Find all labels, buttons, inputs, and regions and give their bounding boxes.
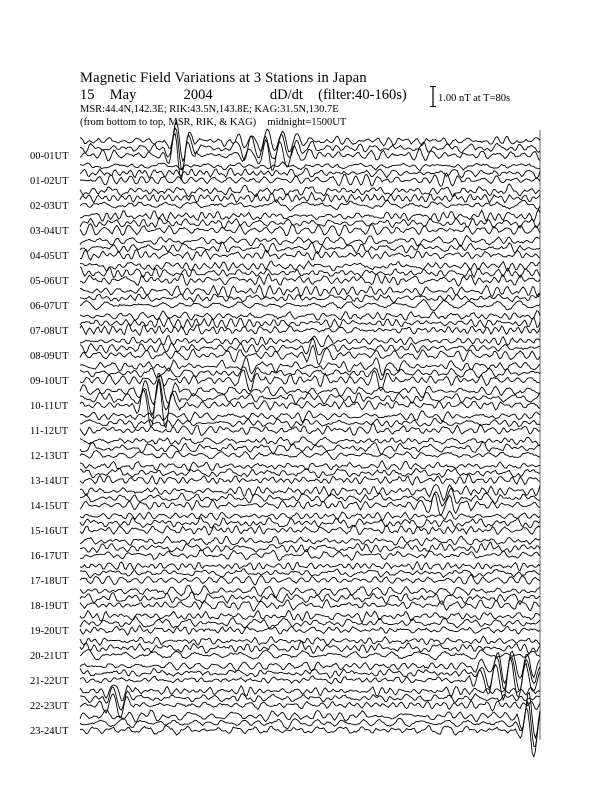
hour-label: 07-08UT: [30, 326, 69, 337]
order-note: (from bottom to top, MSR, RIK, & KAG): [80, 117, 257, 128]
scale-label: 1.00 nT at T=80s: [438, 93, 511, 104]
trace-kag: [80, 357, 540, 375]
trace-msr: [80, 659, 540, 700]
filter-label: (filter:40-160s): [318, 87, 407, 103]
trace-msr: [80, 423, 540, 435]
trace-msr: [80, 574, 540, 585]
stations-line: MSR:44.4N,142.3E; RIK:43.5N,143.8E; KAG:31.5N,130.7E: [80, 104, 339, 115]
trace-rik: [80, 218, 540, 229]
midnight-note: midnight=1500UT: [267, 117, 347, 128]
trace-rik: [80, 294, 540, 303]
hour-label: 08-09UT: [30, 351, 69, 362]
trace-rik: [80, 128, 540, 170]
hour-label: 03-04UT: [30, 226, 69, 237]
hour-label: 06-07UT: [30, 301, 69, 312]
hour-label: 17-18UT: [30, 576, 69, 587]
trace-msr: [80, 200, 540, 211]
trace-rik: [80, 488, 540, 506]
hour-label: 09-10UT: [30, 376, 69, 387]
hour-label: 10-11UT: [30, 401, 69, 412]
trace-rik: [80, 569, 540, 578]
traces: [80, 121, 540, 757]
trace-rik: [80, 468, 540, 477]
trace-msr: [80, 525, 540, 535]
trace-rik: [80, 442, 540, 454]
trace-kag: [80, 536, 540, 546]
trace-kag: [80, 285, 540, 297]
trace-rik: [80, 702, 540, 747]
trace-rik: [80, 168, 540, 178]
hour-label: 13-14UT: [30, 476, 69, 487]
hour-label: 16-17UT: [30, 551, 69, 562]
quantity-label: dD/dt: [269, 87, 303, 103]
hour-label: 05-06UT: [30, 276, 69, 287]
date-month: May: [109, 87, 137, 103]
trace-kag: [80, 636, 540, 645]
trace-rik: [80, 418, 540, 428]
hour-label: 11-12UT: [30, 426, 69, 437]
hour-label: 20-21UT: [30, 651, 69, 662]
hour-label: 01-02UT: [30, 176, 69, 187]
trace-msr: [80, 249, 540, 260]
date-day: 15: [80, 87, 95, 103]
trace-kag: [80, 210, 540, 222]
trace-msr: [80, 451, 540, 460]
trace-kag: [80, 585, 540, 597]
hour-label: 21-22UT: [30, 676, 69, 687]
trace-kag: [80, 562, 540, 571]
hour-labels: [30, 151, 69, 737]
trace-msr: [80, 549, 540, 560]
hour-label: 14-15UT: [30, 501, 69, 512]
trace-kag: [80, 461, 540, 471]
trace-kag: [80, 610, 540, 622]
trace-kag: [80, 261, 540, 271]
trace-msr: [80, 299, 540, 310]
trace-rik: [80, 641, 540, 654]
trace-msr: [80, 274, 540, 286]
trace-rik: [80, 380, 540, 415]
trace-msr: [80, 600, 540, 612]
hour-label: 22-23UT: [30, 701, 69, 712]
hour-label: 02-03UT: [30, 201, 69, 212]
hour-label: 00-01UT: [30, 151, 69, 162]
date-year: 2004: [183, 87, 213, 103]
trace-msr: [80, 475, 540, 485]
trace-kag: [80, 162, 540, 171]
trace-kag: [80, 693, 540, 738]
hour-label: 18-19UT: [30, 601, 69, 612]
hour-label: 23-24UT: [30, 726, 69, 737]
trace-msr: [80, 650, 540, 660]
trace-rik: [80, 242, 540, 254]
hour-label: 12-13UT: [30, 451, 69, 462]
trace-rik: [80, 542, 540, 552]
trace-kag: [80, 511, 540, 521]
trace-rik: [80, 592, 540, 605]
trace-rik: [80, 657, 540, 691]
hour-label: 04-05UT: [30, 251, 69, 262]
hour-label: 19-20UT: [30, 626, 69, 637]
hour-label: 15-16UT: [30, 526, 69, 537]
trace-msr: [80, 370, 540, 391]
trace-msr: [80, 324, 540, 336]
trace-msr: [80, 625, 540, 635]
chart-title: Magnetic Field Variations at 3 Stations in Japan: [80, 70, 367, 86]
trace-msr: [80, 708, 540, 756]
